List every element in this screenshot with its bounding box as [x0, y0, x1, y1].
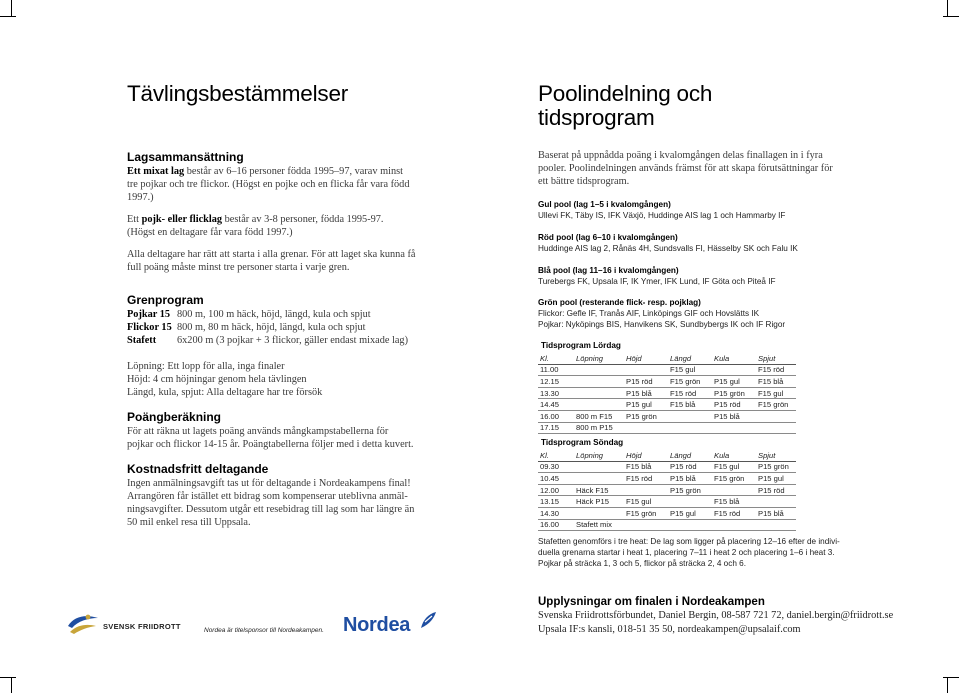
schedule-cell — [712, 484, 756, 496]
grenprogram-value: 800 m, 100 m häck, höjd, längd, kula och spjut — [177, 309, 371, 320]
nordea-sail-icon — [418, 610, 438, 630]
section-poangberakning — [127, 410, 427, 451]
schedule-cell: F15 röd — [624, 473, 668, 485]
schedule-cell — [574, 461, 624, 473]
schedule-row — [538, 519, 796, 531]
pool-bla — [538, 265, 858, 287]
schedule-cell — [624, 422, 668, 434]
schedule-cell: 10.45 — [538, 473, 574, 485]
grenprogram-key: Flickor 15 — [127, 322, 172, 333]
paragraph-poangberakning — [127, 425, 427, 451]
schedule-cell — [668, 496, 712, 508]
schedule-cell: P15 röd — [712, 399, 756, 411]
schedule-cell — [624, 519, 668, 531]
text-alla-line2: full poäng måste minst tre personer starta i varje gren. — [127, 262, 350, 273]
stafett-info — [538, 536, 868, 569]
stafett-line1: Stafetten genomförs i tre heat: De lag som ligger på placering 12–16 efter de indivi- — [538, 537, 840, 546]
page-title-left: Tävlingsbestämmelser — [127, 81, 349, 106]
bold-mixat-lag: Ett mixat lag — [127, 166, 185, 177]
schedule-cell — [712, 364, 756, 376]
pool-heading: Gul pool (lag 1–5 i kvalomgången) — [538, 200, 671, 209]
svensk-friidrott-text: SVENSK FRIIDROTT — [103, 622, 181, 631]
schedule-cell — [712, 519, 756, 531]
text-kostnad-line2: Arrangören får istället ett bidrag som kompenserar uteblivna anmäl- — [127, 491, 408, 502]
schedule-cell: P15 gul — [624, 399, 668, 411]
note-lopning: Löpning: Ett lopp för alla, inga finaler — [127, 361, 285, 372]
stafett-line2: duella grenarna startar i heat 1, placering 7–11 i heat 2 och placering 1–6 i heat 3. — [538, 548, 835, 557]
heading-lagsammansattning: Lagsammansättning — [127, 150, 244, 164]
schedule-cell: F15 blå — [712, 496, 756, 508]
text-pojk-pre: Ett — [127, 214, 142, 225]
pool-intro — [538, 149, 858, 188]
grenprogram-key: Pojkar 15 — [127, 309, 170, 320]
schedule-cell: P15 röd — [668, 461, 712, 473]
schedule-cell — [624, 364, 668, 376]
schedule-row — [538, 473, 796, 485]
pool-heading: Blå pool (lag 11–16 i kvalomgången) — [538, 266, 679, 275]
heading-grenprogram: Grenprogram — [127, 293, 204, 307]
schedule-row — [538, 364, 796, 376]
schedule-cell: F15 gul — [668, 364, 712, 376]
schedule-cell: P15 grön — [624, 410, 668, 422]
text-kostnad-line3: ningsavgifter. Dessutom utgår ett resebidrag till lag som har längre än — [127, 504, 415, 515]
section-kostnadsfritt — [127, 462, 427, 529]
schedule-header-cell: Spjut — [756, 450, 796, 461]
contact-section — [538, 596, 918, 637]
grenprogram-row — [127, 308, 427, 321]
schedule-row — [538, 387, 796, 399]
contact-upsala-if: Upsala IF:s kansli, 018-51 35 50, nordeakampen@upsalaif.com — [538, 624, 801, 635]
pool-teams-flickor: Flickor: Gefle IF, Tranås AIF, Linköpings GIF och Hovslätts IK — [538, 309, 760, 318]
schedule-cell: P15 grön — [756, 461, 796, 473]
bold-pojk-flicklag: pojk- eller flicklag — [141, 214, 223, 225]
schedule-row — [538, 410, 796, 422]
text-mixat-lag-line3: 1997.) — [127, 192, 154, 203]
schedule-cell — [624, 484, 668, 496]
schedule-cell: 800 m P15 — [574, 422, 624, 434]
text-mixat-lag-rest: består av 6–16 personer födda 1995–97, varav minst — [184, 166, 403, 177]
schedule-cell — [756, 410, 796, 422]
schedule-cell: F15 grön — [756, 399, 796, 411]
schedule-cell: 13.30 — [538, 387, 574, 399]
schedule-row — [538, 507, 796, 519]
paragraph-pojk-flicklag — [127, 213, 427, 239]
intro-line3: ett bättre tidsprogram. — [538, 176, 630, 187]
title-right-line2: tidsprogram — [538, 105, 655, 130]
intro-line2: pooler. Poolindelningen används främst för att skapa förutsättningar för — [538, 163, 833, 174]
schedule-cell: 11.00 — [538, 364, 574, 376]
schedule-cell: F15 grön — [624, 507, 668, 519]
text-pojk-rest: består av 3-8 personer, födda 1995-97. — [222, 214, 384, 225]
schedule-cell: P15 blå — [668, 473, 712, 485]
note-hojd: Höjd: 4 cm höjningar genom hela tävlingen — [127, 374, 307, 385]
schedule-row — [538, 376, 796, 388]
sponsor-note: Nordea är titelsponsor till Nordeakampen. — [204, 627, 324, 634]
crop-mark-top-left-h — [0, 16, 16, 17]
schedule-cell — [574, 376, 624, 388]
schedule-row — [538, 484, 796, 496]
page-title-right — [538, 82, 712, 130]
schedule-cell: P15 blå — [712, 410, 756, 422]
heading-kostnadsfritt: Kostnadsfritt deltagande — [127, 462, 269, 476]
schedule-cell: F15 röd — [756, 364, 796, 376]
grenprogram-notes — [127, 360, 427, 399]
schedule-cell — [574, 387, 624, 399]
schedule-header-cell: Längd — [668, 353, 712, 364]
section-grenprogram — [127, 293, 427, 399]
schedule-cell: F15 gul — [756, 387, 796, 399]
crop-mark-bottom-right-h — [943, 677, 959, 678]
crop-mark-top-right — [947, 0, 948, 16]
schedule-header-cell: Spjut — [756, 353, 796, 364]
tidsprogram-lordag-table — [538, 353, 796, 434]
schedule-cell — [574, 473, 624, 485]
pool-gul — [538, 199, 858, 221]
title-right-line1: Poolindelning och — [538, 81, 713, 106]
schedule-cell: 13.15 — [538, 496, 574, 508]
schedule-cell — [756, 519, 796, 531]
schedule-cell: 14.45 — [538, 399, 574, 411]
svensk-friidrott-logo — [66, 612, 181, 636]
schedule-header-row — [538, 450, 796, 461]
pool-gron — [538, 297, 858, 330]
contact-heading: Upplysningar om finalen i Nordeakampen — [538, 596, 765, 608]
crop-mark-bottom-left-h — [0, 677, 16, 678]
text-pojk-line2: (Högst en deltagare får vara född 1997.) — [127, 227, 293, 238]
schedule-cell: F15 blå — [756, 376, 796, 388]
grenprogram-list — [127, 308, 427, 347]
text-kostnad-line4: 50 mil enkel resa till Uppsala. — [127, 517, 251, 528]
schedule-cell — [756, 496, 796, 508]
tidsprogram-sondag-table — [538, 450, 796, 531]
schedule-header-cell: Höjd — [624, 450, 668, 461]
sondag-table-body — [538, 450, 796, 531]
text-mixat-lag-line2: tre pojkar och tre flickor. (Högst en pojke och en flicka får vara född — [127, 179, 410, 190]
schedule-cell: P15 gul — [756, 473, 796, 485]
schedule-cell: P15 röd — [756, 484, 796, 496]
schedule-row — [538, 461, 796, 473]
pool-heading: Grön pool (resterande flick- resp. pojklag) — [538, 298, 701, 307]
paragraph-kostnadsfritt — [127, 477, 427, 529]
pool-rod — [538, 232, 858, 254]
text-poang-line1: För att räkna ut lagets poäng används mångkampstabellerna för — [127, 426, 389, 437]
schedule-header-cell: Löpning — [574, 353, 624, 364]
crop-mark-bottom-left — [11, 678, 12, 693]
schedule-cell: F15 röd — [712, 507, 756, 519]
schedule-row — [538, 496, 796, 508]
schedule-cell — [574, 507, 624, 519]
intro-line1: Baserat på uppnådda poäng i kvalomgången delas finallagen in i fyra — [538, 150, 823, 161]
schedule-header-cell: Kl. — [538, 353, 574, 364]
text-alla-line1: Alla deltagare har rätt att starta i alla grenar. För att laget ska kunna få — [127, 249, 416, 260]
pool-teams: Ullevi FK, Täby IS, IFK Växjö, Huddinge AIS lag 1 och Hammarby IF — [538, 211, 786, 220]
pool-teams: Huddinge AIS lag 2, Rånäs 4H, Sundsvalls FI, Hässelby SK och Falu IK — [538, 244, 798, 253]
schedule-cell — [574, 364, 624, 376]
schedule-cell: P15 grön — [668, 484, 712, 496]
schedule-cell — [756, 422, 796, 434]
schedule-cell: 16.00 — [538, 410, 574, 422]
schedule-cell: 09.30 — [538, 461, 574, 473]
grenprogram-row — [127, 334, 427, 347]
svensk-friidrott-emblem-icon — [66, 612, 100, 636]
schedule-cell: Häck F15 — [574, 484, 624, 496]
tidsprogram-lordag-title: Tidsprogram Lördag — [541, 341, 621, 350]
schedule-cell: F15 grön — [712, 473, 756, 485]
schedule-header-cell: Kula — [712, 353, 756, 364]
text-kostnad-line1: Ingen anmälningsavgift tas ut för deltagande i Nordeakampens final! — [127, 478, 411, 489]
schedule-cell: P15 gul — [668, 507, 712, 519]
pool-heading: Röd pool (lag 6–10 i kvalomgången) — [538, 233, 678, 242]
tidsprogram-sondag-title: Tidsprogram Söndag — [541, 438, 624, 447]
schedule-cell: 12.00 — [538, 484, 574, 496]
schedule-cell: 17.15 — [538, 422, 574, 434]
heading-poangberakning: Poängberäkning — [127, 410, 222, 424]
contact-lines — [538, 609, 918, 637]
crop-mark-top-left — [11, 0, 12, 16]
paragraph-mixat-lag — [127, 165, 427, 204]
lordag-table-body — [538, 353, 796, 434]
schedule-cell — [712, 422, 756, 434]
stafett-line3: Pojkar på sträcka 1, 3 och 5, flickor på sträcka 2, 4 och 6. — [538, 559, 746, 568]
schedule-cell: F15 röd — [668, 387, 712, 399]
grenprogram-value: 800 m, 80 m häck, höjd, längd, kula och spjut — [177, 322, 366, 333]
schedule-cell — [668, 410, 712, 422]
pool-teams-pojkar: Pojkar: Nyköpings BIS, Hanvikens SK, Sundbybergs IK och IF Rigor — [538, 320, 786, 329]
schedule-header-cell: Kula — [712, 450, 756, 461]
schedule-cell: F15 blå — [624, 461, 668, 473]
schedule-cell: Häck P15 — [574, 496, 624, 508]
schedule-cell: P15 grön — [712, 387, 756, 399]
schedule-cell: F15 grön — [668, 376, 712, 388]
schedule-cell — [668, 422, 712, 434]
schedule-cell: 800 m F15 — [574, 410, 624, 422]
contact-friidrott: Svenska Friidrottsförbundet, Daniel Bergin, 08-587 721 72, daniel.bergin@friidrott.se — [538, 610, 894, 621]
schedule-header-cell: Höjd — [624, 353, 668, 364]
grenprogram-key: Stafett — [127, 335, 157, 346]
schedule-cell — [574, 399, 624, 411]
schedule-cell — [668, 519, 712, 531]
schedule-cell: P15 blå — [756, 507, 796, 519]
grenprogram-value: 6x200 m (3 pojkar + 3 flickor, gäller endast mixade lag) — [177, 335, 409, 346]
schedule-cell: P15 blå — [624, 387, 668, 399]
schedule-header-cell: Löpning — [574, 450, 624, 461]
schedule-cell: F15 gul — [712, 461, 756, 473]
schedule-cell: P15 röd — [624, 376, 668, 388]
schedule-cell: F15 gul — [624, 496, 668, 508]
nordea-wordmark: Nordea — [343, 614, 411, 636]
crop-mark-top-right-h — [943, 16, 959, 17]
schedule-header-cell: Kl. — [538, 450, 574, 461]
schedule-header-cell: Längd — [668, 450, 712, 461]
nordea-logo — [343, 610, 438, 636]
schedule-cell: 14.30 — [538, 507, 574, 519]
crop-mark-bottom-right — [947, 678, 948, 693]
grenprogram-row — [127, 321, 427, 334]
text-poang-line2: pojkar och flickor 14-15 år. Poängtabellerna följer med i detta kuvert. — [127, 439, 414, 450]
schedule-row — [538, 399, 796, 411]
schedule-cell: Stafett mix — [574, 519, 624, 531]
section-lagsammansattning — [127, 150, 427, 274]
schedule-cell: P15 gul — [712, 376, 756, 388]
paragraph-alla-deltagare — [127, 248, 427, 274]
schedule-cell: 16.00 — [538, 519, 574, 531]
note-langd: Längd, kula, spjut: Alla deltagare har tre försök — [127, 387, 323, 398]
schedule-header-row — [538, 353, 796, 364]
schedule-cell: F15 blå — [668, 399, 712, 411]
schedule-cell: 12.15 — [538, 376, 574, 388]
pool-teams: Turebergs FK, Upsala IF, IK Ymer, IFK Lund, IF Göta och Piteå IF — [538, 277, 776, 286]
schedule-row — [538, 422, 796, 434]
